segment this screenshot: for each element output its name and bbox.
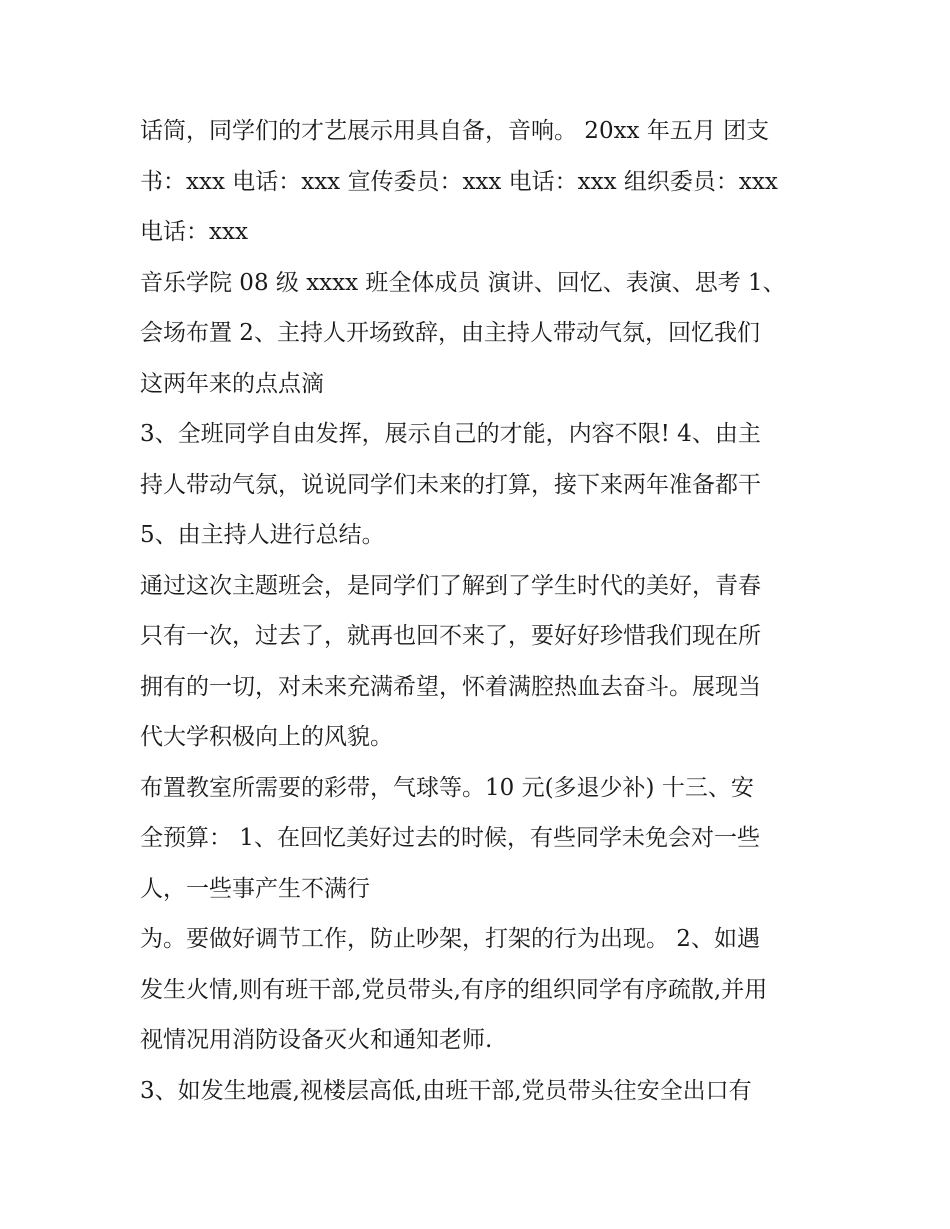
paragraph — [140, 258, 820, 410]
text-line: 代大学积极向上的风貌。 — [140, 724, 393, 750]
document-body — [140, 106, 820, 1116]
text-line: 发生火情,则有班干部,党员带头,有序的组织同学有序疏散,并用 — [140, 976, 768, 1003]
text-line: 全预算： 1、在回忆美好过去的时候，有些同学未免会对一些 — [140, 825, 760, 851]
text-line: 3、全班同学自由发挥，展示自己的才能，内容不限! 4、由主 — [140, 421, 761, 447]
text-line: 为。要做好调节工作，防止吵架，打架的行为出现。 2、如遇 — [140, 926, 760, 952]
text-line: 话筒，同学们的才艺展示用具自备，音响。 20xx 年五月 团支 — [140, 118, 770, 144]
text-line: 持人带动气氛，说说同学们未来的打算，接下来两年准备都干 — [140, 471, 761, 498]
paragraph — [140, 409, 820, 561]
text-line: 书：xxx 电话：xxx 宣传委员：xxx 电话：xxx 组织委员：xxx — [140, 168, 778, 195]
paragraph — [140, 561, 820, 763]
text-line: 人，一些事产生不满行 — [140, 875, 370, 902]
text-line: 会场布置 2、主持人开场致辞，由主持人带动气氛，回忆我们 — [140, 320, 760, 346]
text-line: 只有一次，过去了，就再也回不来了，要好好珍惜我们现在所 — [140, 623, 761, 649]
paragraph — [140, 763, 820, 915]
text-line: 布置教室所需要的彩带，气球等。10 元(多退少补) 十三、安 — [140, 774, 754, 801]
text-line: 音乐学院 08 级 xxxx 班全体成员 演讲、回忆、表演、思考 1、 — [140, 269, 786, 296]
text-line: 通过这次主题班会，是同学们了解到了学生时代的美好，青春 — [140, 572, 761, 599]
text-line: 3、如发生地震,视楼层高低,由班干部,党员带头往安全出口有 — [140, 1077, 752, 1104]
text-line: 5、由主持人进行总结。 — [140, 522, 385, 548]
text-line: 拥有的一切，对未来充满希望，怀着满腔热血去奋斗。展现当 — [140, 673, 761, 700]
paragraph — [140, 914, 820, 1066]
text-line: 电话：xxx — [140, 219, 248, 245]
paragraph — [140, 1066, 820, 1117]
text-line: 视情况用消防设备灭火和通知老师. — [140, 1027, 493, 1053]
text-line: 这两年来的点点滴 — [140, 370, 324, 397]
paragraph — [140, 106, 820, 258]
